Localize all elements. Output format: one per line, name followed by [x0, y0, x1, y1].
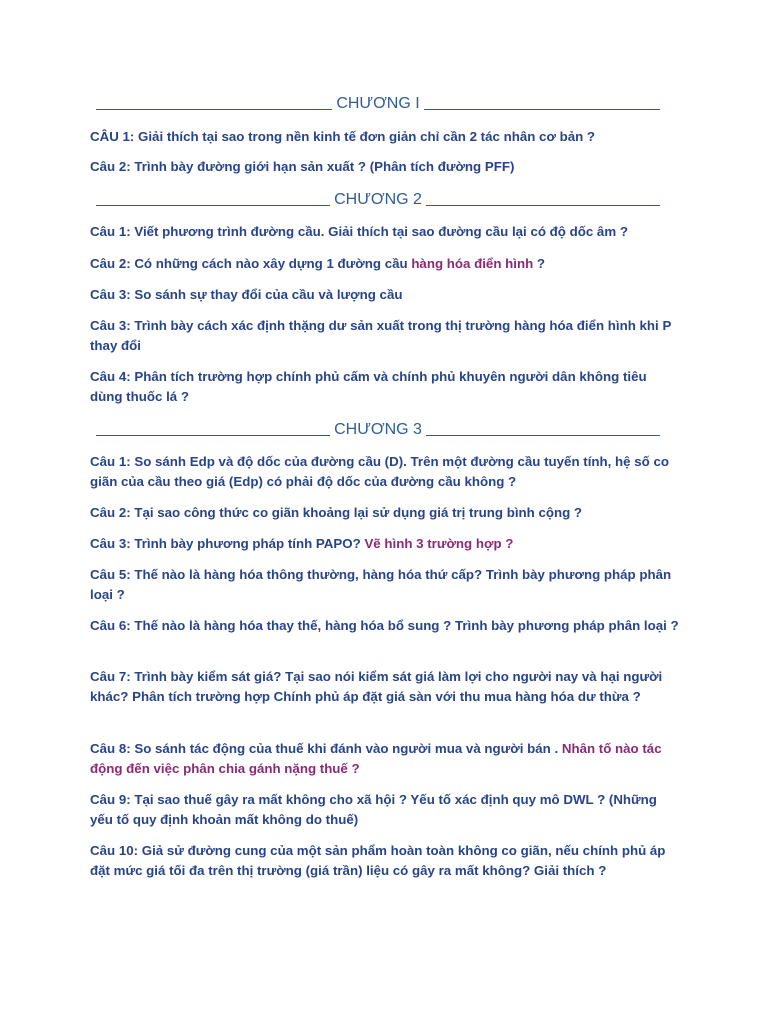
ch2-question-3b: Câu 3: Trình bày cách xác định thặng dư sản xuất trong thị trường hàng hóa điển hình khi P thay đổi [90, 318, 672, 353]
ch2-question-1: Câu 1: Viết phương trình đường cầu. Giải thích tại sao đường cầu lại có độ dốc âm ? [90, 224, 628, 239]
heading-rule-right [426, 435, 660, 436]
ch3-question-8-text: Câu 8: So sánh tác động của thuế khi đánh vào người mua và người bán . [90, 741, 562, 756]
ch3-question-5: Câu 5: Thế nào là hàng hóa thông thường, hàng hóa thứ cấp? Trình bày phương pháp phân loại ? [90, 567, 672, 602]
ch1-question-2: Câu 2: Trình bày đường giới hạn sản xuất ? (Phân tích đường PFF) [90, 159, 515, 174]
heading-rule-right [424, 109, 660, 110]
ch3-question-2: Câu 2: Tại sao công thức co giãn khoảng lại sử dụng giá trị trung bình cộng ? [90, 505, 583, 520]
ch3-question-9: Câu 9: Tại sao thuế gây ra mất không cho xã hội ? Yếu tố xác định quy mô DWL ? (Những yếu tố quy định khoản mất không do thuế) [90, 792, 657, 827]
ch3-question-3-text: Câu 3: Trình bày phương pháp tính PAPO? [90, 536, 365, 551]
ch2-question-2 [90, 254, 680, 274]
ch3-question-7: Câu 7: Trình bày kiểm sát giá? Tại sao nói kiểm sát giá làm lợi cho người nay và hại người khác? Phân tích trường hợp Chính phủ áp đặt giá sàn với thu mua hàng hóa dư thừa ? [90, 669, 663, 704]
ch2-question-2-highlight: hàng hóa điển hình [411, 256, 534, 271]
chapter-1-title: CHƯƠNG I [336, 95, 420, 112]
ch3-question-3 [90, 534, 680, 554]
ch2-question-2-end: ? [533, 256, 546, 271]
chapter-3-heading [96, 418, 660, 440]
heading-rule-right [426, 205, 660, 206]
heading-rule-left [96, 435, 330, 436]
ch1-question-1: CÂU 1: Giải thích tại sao trong nền kinh tế đơn giản chỉ cần 2 tác nhân cơ bản ? [90, 129, 596, 144]
ch2-question-3a: Câu 3: So sánh sự thay đổi của cầu và lượng cầu [90, 287, 403, 302]
heading-rule-left [96, 205, 330, 206]
ch3-question-3-highlight: Vẽ hình 3 trường hợp ? [364, 536, 514, 551]
ch2-question-2-text: Câu 2: Có những cách nào xây dựng 1 đường cầu [90, 256, 412, 271]
chapter-1-heading [96, 92, 660, 114]
ch3-question-8-highlight: Nhân tố nào tác động đến việc phân chia gánh nặng thuế ? [90, 741, 662, 776]
ch3-question-10: Câu 10: Giả sử đường cung của một sản phẩm hoàn toàn không co giãn, nếu chính phủ áp đặt mức giá tối đa trên thị trường (giá trần) liệu có gây ra mất không? Giải thích ? [90, 843, 666, 878]
ch3-question-6: Câu 6: Thế nào là hàng hóa thay thế, hàng hóa bổ sung ? Trình bày phương pháp phân loại ? [90, 618, 679, 633]
heading-rule-left [96, 109, 332, 110]
ch3-question-8 [90, 739, 680, 779]
ch2-question-4: Câu 4: Phân tích trường hợp chính phủ cấm và chính phủ khuyên người dân không tiêu dùng thuốc lá ? [90, 369, 647, 404]
chapter-3-title: CHƯƠNG 3 [334, 421, 422, 438]
chapter-2-title: CHƯƠNG 2 [334, 191, 422, 208]
chapter-2-heading [96, 188, 660, 210]
ch3-question-1: Câu 1: So sánh Edp và độ dốc của đường cầu (D). Trên một đường cầu tuyến tính, hệ số co giãn của cầu theo giá (Edp) có phải độ dốc của đường cầu không ? [90, 454, 669, 489]
